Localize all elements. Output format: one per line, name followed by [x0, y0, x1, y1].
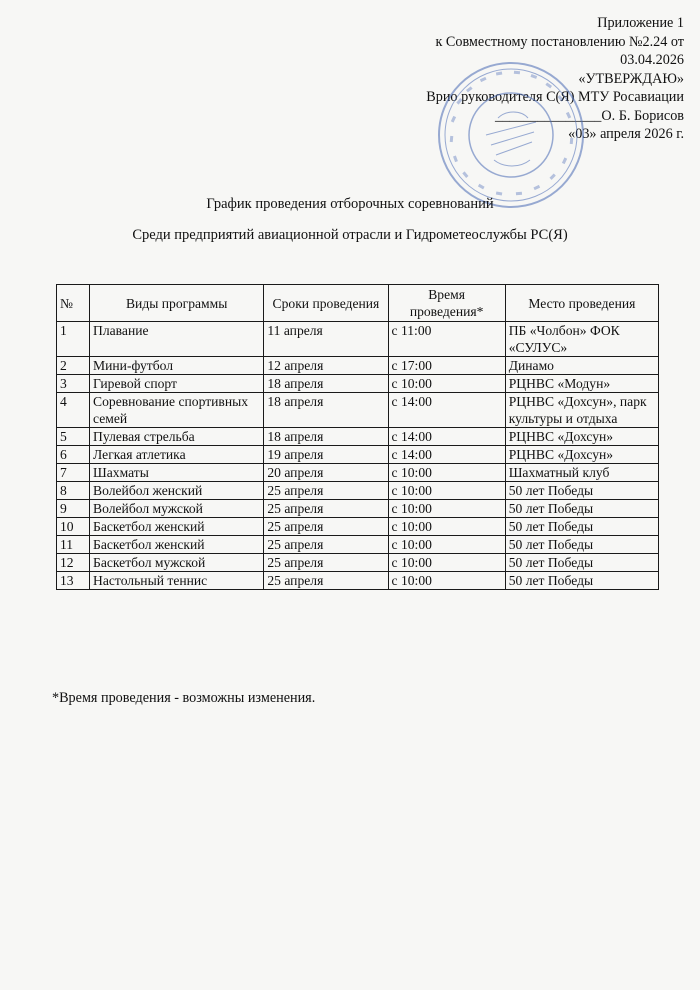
row-time: с 14:00: [388, 428, 505, 446]
row-place: 50 лет Победы: [505, 554, 658, 572]
row-time: с 10:00: [388, 500, 505, 518]
row-sport: Мини-футбол: [90, 357, 264, 375]
schedule-table: [56, 284, 659, 590]
row-place: Динамо: [505, 357, 658, 375]
table-row: [57, 536, 659, 554]
row-place: 50 лет Победы: [505, 500, 658, 518]
row-date: 25 апреля: [264, 482, 388, 500]
table-row: [57, 375, 659, 393]
row-number: 1: [57, 322, 90, 357]
document-subtitle: Среди предприятий авиационной отрасли и Гидрометеослужбы РС(Я): [132, 227, 568, 243]
row-date: 20 апреля: [264, 464, 388, 482]
table-row: [57, 500, 659, 518]
row-date: 11 апреля: [264, 322, 388, 357]
row-number: 7: [57, 464, 90, 482]
row-sport: Волейбол мужской: [90, 500, 264, 518]
col-time: Время проведения*: [388, 285, 505, 322]
row-number: 5: [57, 428, 90, 446]
table-row: [57, 357, 659, 375]
row-time: с 10:00: [388, 536, 505, 554]
row-number: 2: [57, 357, 90, 375]
table-header-row: [57, 285, 659, 322]
row-place: РЦНВС «Модун»: [505, 375, 658, 393]
row-sport: Гиревой спорт: [90, 375, 264, 393]
row-place: РЦНВС «Дохсун»: [505, 446, 658, 464]
row-sport: Легкая атлетика: [90, 446, 264, 464]
row-place: РЦНВС «Дохсун»: [505, 428, 658, 446]
document-title: График проведения отборочных соревнований: [206, 196, 494, 212]
resolution-ref: к Совместному постановлению №2.24 от: [435, 33, 684, 50]
row-sport: Баскетбол мужской: [90, 554, 264, 572]
col-dates: Сроки проведения: [264, 285, 388, 322]
row-place: Шахматный клуб: [505, 464, 658, 482]
row-date: 18 апреля: [264, 428, 388, 446]
row-date: 19 апреля: [264, 446, 388, 464]
row-date: 12 апреля: [264, 357, 388, 375]
row-time: с 10:00: [388, 554, 505, 572]
row-date: 25 апреля: [264, 500, 388, 518]
row-place: 50 лет Победы: [505, 482, 658, 500]
row-sport: Пулевая стрельба: [90, 428, 264, 446]
row-place: ПБ «Чолбон» ФОК «СУЛУС»: [505, 322, 658, 357]
resolution-date: 03.04.2026: [620, 52, 684, 68]
col-sport: Виды программы: [90, 285, 264, 322]
row-place: РЦНВС «Дохсун», парк культуры и отдыха: [505, 393, 658, 428]
appendix-label: Приложение 1: [597, 15, 684, 31]
row-date: 25 апреля: [264, 518, 388, 536]
row-place: 50 лет Победы: [505, 518, 658, 536]
row-number: 3: [57, 375, 90, 393]
row-time: с 10:00: [388, 464, 505, 482]
row-time: с 14:00: [388, 446, 505, 464]
row-time: с 17:00: [388, 357, 505, 375]
row-number: 13: [57, 572, 90, 590]
row-number: 4: [57, 393, 90, 428]
row-number: 6: [57, 446, 90, 464]
row-time: с 11:00: [388, 322, 505, 357]
row-date: 25 апреля: [264, 572, 388, 590]
table-row: [57, 518, 659, 536]
col-number: №: [57, 285, 90, 322]
row-sport: Баскетбол женский: [90, 536, 264, 554]
row-sport: Волейбол женский: [90, 482, 264, 500]
row-date: 18 апреля: [264, 393, 388, 428]
table-row: [57, 482, 659, 500]
row-number: 11: [57, 536, 90, 554]
row-time: с 10:00: [388, 482, 505, 500]
table-row: [57, 554, 659, 572]
row-number: 10: [57, 518, 90, 536]
approver-position: Врио руководителя С(Я) МТУ Росавиации: [426, 89, 684, 105]
row-date: 25 апреля: [264, 536, 388, 554]
table-row: [57, 446, 659, 464]
row-time: с 10:00: [388, 572, 505, 590]
footnote: *Время проведения - возможны изменения.: [52, 690, 316, 706]
row-date: 18 апреля: [264, 375, 388, 393]
approve-label: «УТВЕРЖДАЮ»: [578, 70, 684, 87]
row-sport: Соревнование спортивных семей: [90, 393, 264, 428]
row-sport: Плавание: [90, 322, 264, 357]
row-number: 9: [57, 500, 90, 518]
row-time: с 10:00: [388, 518, 505, 536]
table-row: [57, 464, 659, 482]
row-date: 25 апреля: [264, 554, 388, 572]
row-sport: Баскетбол женский: [90, 518, 264, 536]
col-place: Место проведения: [505, 285, 658, 322]
approver-signature-line: _______________О. Б. Борисов: [494, 107, 684, 124]
row-sport: Шахматы: [90, 464, 264, 482]
row-time: с 10:00: [388, 375, 505, 393]
row-place: 50 лет Победы: [505, 572, 658, 590]
table-row: [57, 393, 659, 428]
table-row: [57, 322, 659, 357]
row-number: 8: [57, 482, 90, 500]
row-time: с 14:00: [388, 393, 505, 428]
row-place: 50 лет Победы: [505, 536, 658, 554]
row-sport: Настольный теннис: [90, 572, 264, 590]
row-number: 12: [57, 554, 90, 572]
approval-date: «03» апреля 2026 г.: [568, 126, 684, 142]
approval-header: [304, 14, 684, 144]
table-row: [57, 428, 659, 446]
table-row: [57, 572, 659, 590]
